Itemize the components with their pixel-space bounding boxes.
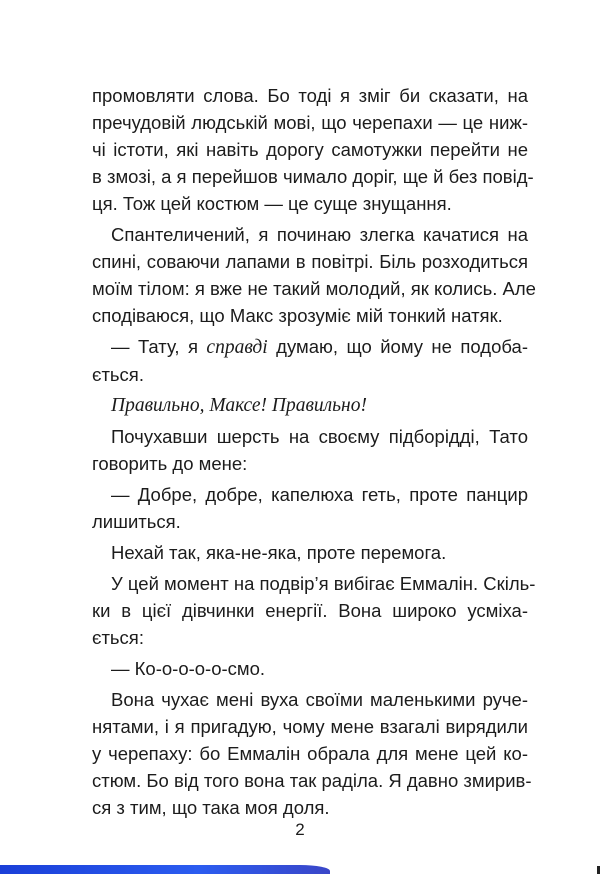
paragraph <box>92 539 528 566</box>
text-line: промовляти слова. Бо тоді я зміг би сказати, на <box>92 85 528 106</box>
text-line: У цей момент на подвір’я вибігає Еммалін. Скіль- <box>111 573 536 594</box>
scan-edge-strip <box>0 865 330 874</box>
text-line: ся з тим, що така моя доля. <box>92 797 330 818</box>
text-line: — Добре, добре, капелюха геть, проте панцир <box>111 484 528 505</box>
text-line: Спантеличений, я починаю злегка качатися на <box>111 224 528 245</box>
text-segment: думаю, що йому не подоба- <box>267 336 528 357</box>
text-line: нятами, і я пригадую, чому мене взагалі вирядили <box>92 716 528 737</box>
text-line: Вона чухає мені вуха своїми маленькими руче- <box>111 689 528 710</box>
text-line: спині, соваючи лапами в повітрі. Біль розходиться <box>92 251 528 272</box>
text-line: сподіваюся, що Макс зрозуміє мій тонкий натяк. <box>92 305 503 326</box>
text-line: Почухавши шерсть на своєму підборідді, Тато <box>111 426 528 447</box>
text-line: лишиться. <box>92 511 181 532</box>
text-line: Правильно, Максе! Правильно! <box>111 395 367 416</box>
text-line: говорить до мене: <box>92 453 248 474</box>
dialogue-paragraph <box>92 481 528 535</box>
paragraph <box>92 221 536 329</box>
text-line: у черепаху: бо Еммалін обрала для мене цей ко- <box>92 743 528 764</box>
paragraph <box>92 423 528 477</box>
paragraph <box>92 570 536 651</box>
text-line: ця. Тож цей костюм — це суще знущання. <box>92 193 452 214</box>
text-line: в змозі, а я перейшов чимало доріг, ще й без повід- <box>92 166 534 187</box>
page-number: 2 <box>295 820 305 839</box>
emphasis-text: справді <box>206 337 268 358</box>
text-line: Нехай так, яка-не-яка, проте перемога. <box>111 542 447 563</box>
paragraph <box>92 686 532 821</box>
text-segment: — Тату, я <box>111 336 207 357</box>
text-line: ки в цієї дівчинки енергії. Вона широко усміха- <box>92 600 528 621</box>
paragraph <box>92 82 534 217</box>
text-line <box>92 333 528 361</box>
text-line: пречудовій людській мові, що черепахи — це ниж- <box>92 112 528 133</box>
dialogue-paragraph <box>92 333 528 388</box>
text-line: ється: <box>92 627 144 648</box>
text-line: моїм тілом: я вже не такий молодий, як колись. Але <box>92 278 536 299</box>
dialogue-paragraph <box>92 655 528 682</box>
text-line: чі істоти, які навіть дорогу самотужки перейти не <box>92 139 528 160</box>
text-line: ється. <box>92 364 144 385</box>
page-body <box>92 82 536 825</box>
text-line: — Ко-о-о-о-о-смо. <box>111 658 266 679</box>
italic-thought <box>92 392 528 419</box>
text-line: стюм. Бо від того вона так раділа. Я давно змирив- <box>92 770 532 791</box>
